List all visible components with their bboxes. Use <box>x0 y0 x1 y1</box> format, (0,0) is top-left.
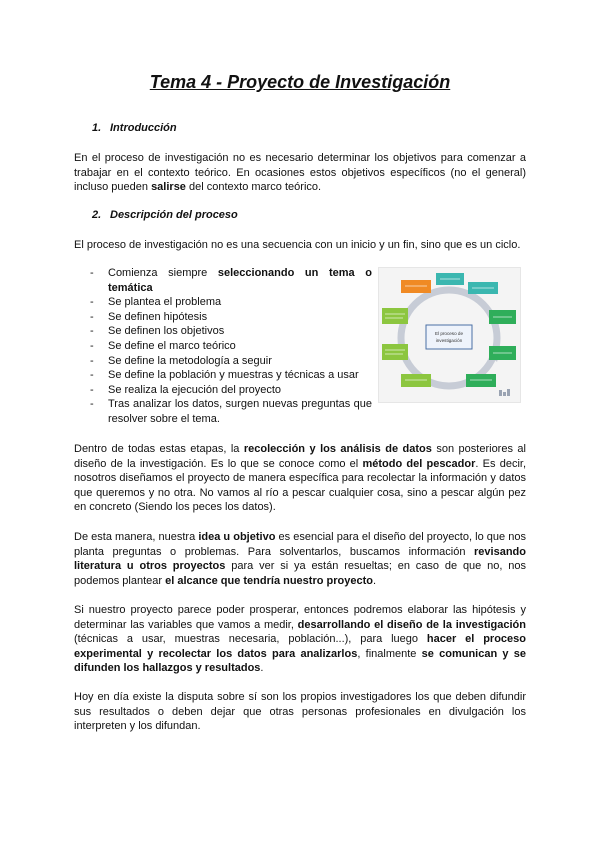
diagram-logo-icon <box>499 389 510 396</box>
intro-paragraph <box>74 151 526 195</box>
section-heading-descripcion <box>92 209 238 221</box>
paragraph-disputa: Hoy en día existe la disputa sobre sí son los propios investigadores los que deben difundir sus resultados o deben dejar que otras personas profesionales en divulgación los interpreten y los difundan. <box>74 691 526 733</box>
center-box <box>426 325 472 349</box>
list-dash: - <box>90 354 94 367</box>
text: . Es decir, nosotros diseñamos el proyecto de manera específica para recolectar la información y datos que queremos y no otra. No vamos al río a pescar cualquier cosa, sino a pescar algún pez en concreto (Siendo los peces los datos). <box>74 457 527 514</box>
intro-text-end: del contexto marco teórico. <box>185 181 322 194</box>
process-steps-list <box>90 266 372 427</box>
list-dash: - <box>90 296 94 309</box>
section-heading-text: Descripción del proceso <box>110 209 238 221</box>
bold-text: método del pescador <box>362 457 476 470</box>
stage-box-7 <box>382 344 408 360</box>
intro-bold: salirse <box>151 181 186 194</box>
research-cycle-diagram <box>378 267 521 403</box>
intro-text: En el proceso de investigación no es necesario determinar los objetivos para comenzar a trabajar en el contexto teórico. En ocasiones estos objetivos específicos (no el general) incluso pueden <box>74 152 526 194</box>
list-dash: - <box>90 267 94 279</box>
step-bold: seleccionando un tema o temática <box>108 267 372 294</box>
text: son posteriores al diseño de la investigación. Es lo que se conoce como el <box>74 443 526 470</box>
section-number: 2. <box>92 209 102 221</box>
list-item <box>90 354 372 369</box>
center-label-line2: investigación <box>435 338 463 343</box>
process-intro-paragraph: El proceso de investigación no es una secuencia con un inicio y un fin, sino que es un ciclo. <box>74 239 521 251</box>
list-item <box>90 295 372 310</box>
list-dash: - <box>90 369 94 382</box>
bold-text: desarrollando el diseño de la investigación <box>297 618 526 631</box>
step-text: Comienza siempre <box>108 267 218 279</box>
text: Si nuestro proyecto parece poder prosperar, entonces podremos elaborar las hipótesis y determinar las variables que vamos a medir, <box>74 604 526 631</box>
step-text: Se define la población y muestras y técnicas a usar <box>108 369 359 382</box>
list-item <box>90 266 372 295</box>
stage-box-8 <box>382 308 408 324</box>
list-item <box>90 310 372 325</box>
section-heading-text: Introducción <box>110 122 177 134</box>
stage-box-5 <box>466 374 496 387</box>
bold-text: el alcance que tendría nuestro proyecto <box>165 574 373 587</box>
list-item <box>90 324 372 339</box>
cycle-svg <box>379 268 520 402</box>
bold-text: revisando literatura u otros proyectos <box>74 545 526 573</box>
list-item <box>90 397 372 426</box>
stage-box-6 <box>401 374 431 387</box>
bold-text: recolección y los análisis de datos <box>243 443 432 455</box>
page-title: Tema 4 - Proyecto de Investigación <box>149 72 451 92</box>
text: (técnicas a usar, muestras necesaria, población...), para luego <box>74 633 427 646</box>
text: De esta manera, nuestra <box>74 531 199 543</box>
step-text: Se realiza la ejecución del proyecto <box>108 383 282 396</box>
list-item <box>90 339 372 354</box>
step-text: Se plantea el problema <box>108 296 222 309</box>
list-dash: - <box>90 339 94 352</box>
step-text: Se define la metodología a seguir <box>108 354 272 367</box>
step-text: Se definen hipótesis <box>108 310 208 323</box>
step-text: Se definen los objetivos <box>108 325 225 338</box>
text: . <box>260 662 264 675</box>
paragraph-hipotesis <box>74 603 526 676</box>
list-item <box>90 383 372 398</box>
list-dash: - <box>90 383 94 396</box>
step-text: Se define el marco teórico <box>108 339 236 352</box>
bold-text: se comunican y se difunden los hallazgos y resultados <box>74 647 527 675</box>
list-item <box>90 368 372 383</box>
text: para ver si ya están resueltas; en caso de que no, nos podemos plantear <box>74 560 526 587</box>
text: Dentro de todas estas etapas, la <box>74 443 244 455</box>
step-text: Tras analizar los datos, surgen nuevas preguntas que resolver sobre el tema. <box>108 398 372 425</box>
section-heading-introduccion <box>92 122 177 134</box>
text: es esencial para el diseño del proyecto, lo que nos planta preguntas o problemas. Para solventarlos, buscamos información <box>74 531 526 558</box>
list-dash: - <box>90 325 94 338</box>
section-number: 1. <box>92 122 102 134</box>
center-label-line1: El proceso de <box>434 331 464 336</box>
list-dash: - <box>90 310 94 323</box>
stage-box-9 <box>401 280 431 293</box>
bold-text: idea u objetivo <box>198 531 276 543</box>
list-dash: - <box>90 398 94 411</box>
paragraph-recoleccion <box>74 442 526 515</box>
bold-text: hacer el proceso experimental y recolectar los datos para analizarlos <box>74 633 526 660</box>
text: . <box>372 574 377 587</box>
text: , finalmente <box>357 647 422 660</box>
paragraph-idea-objetivo <box>74 530 526 588</box>
